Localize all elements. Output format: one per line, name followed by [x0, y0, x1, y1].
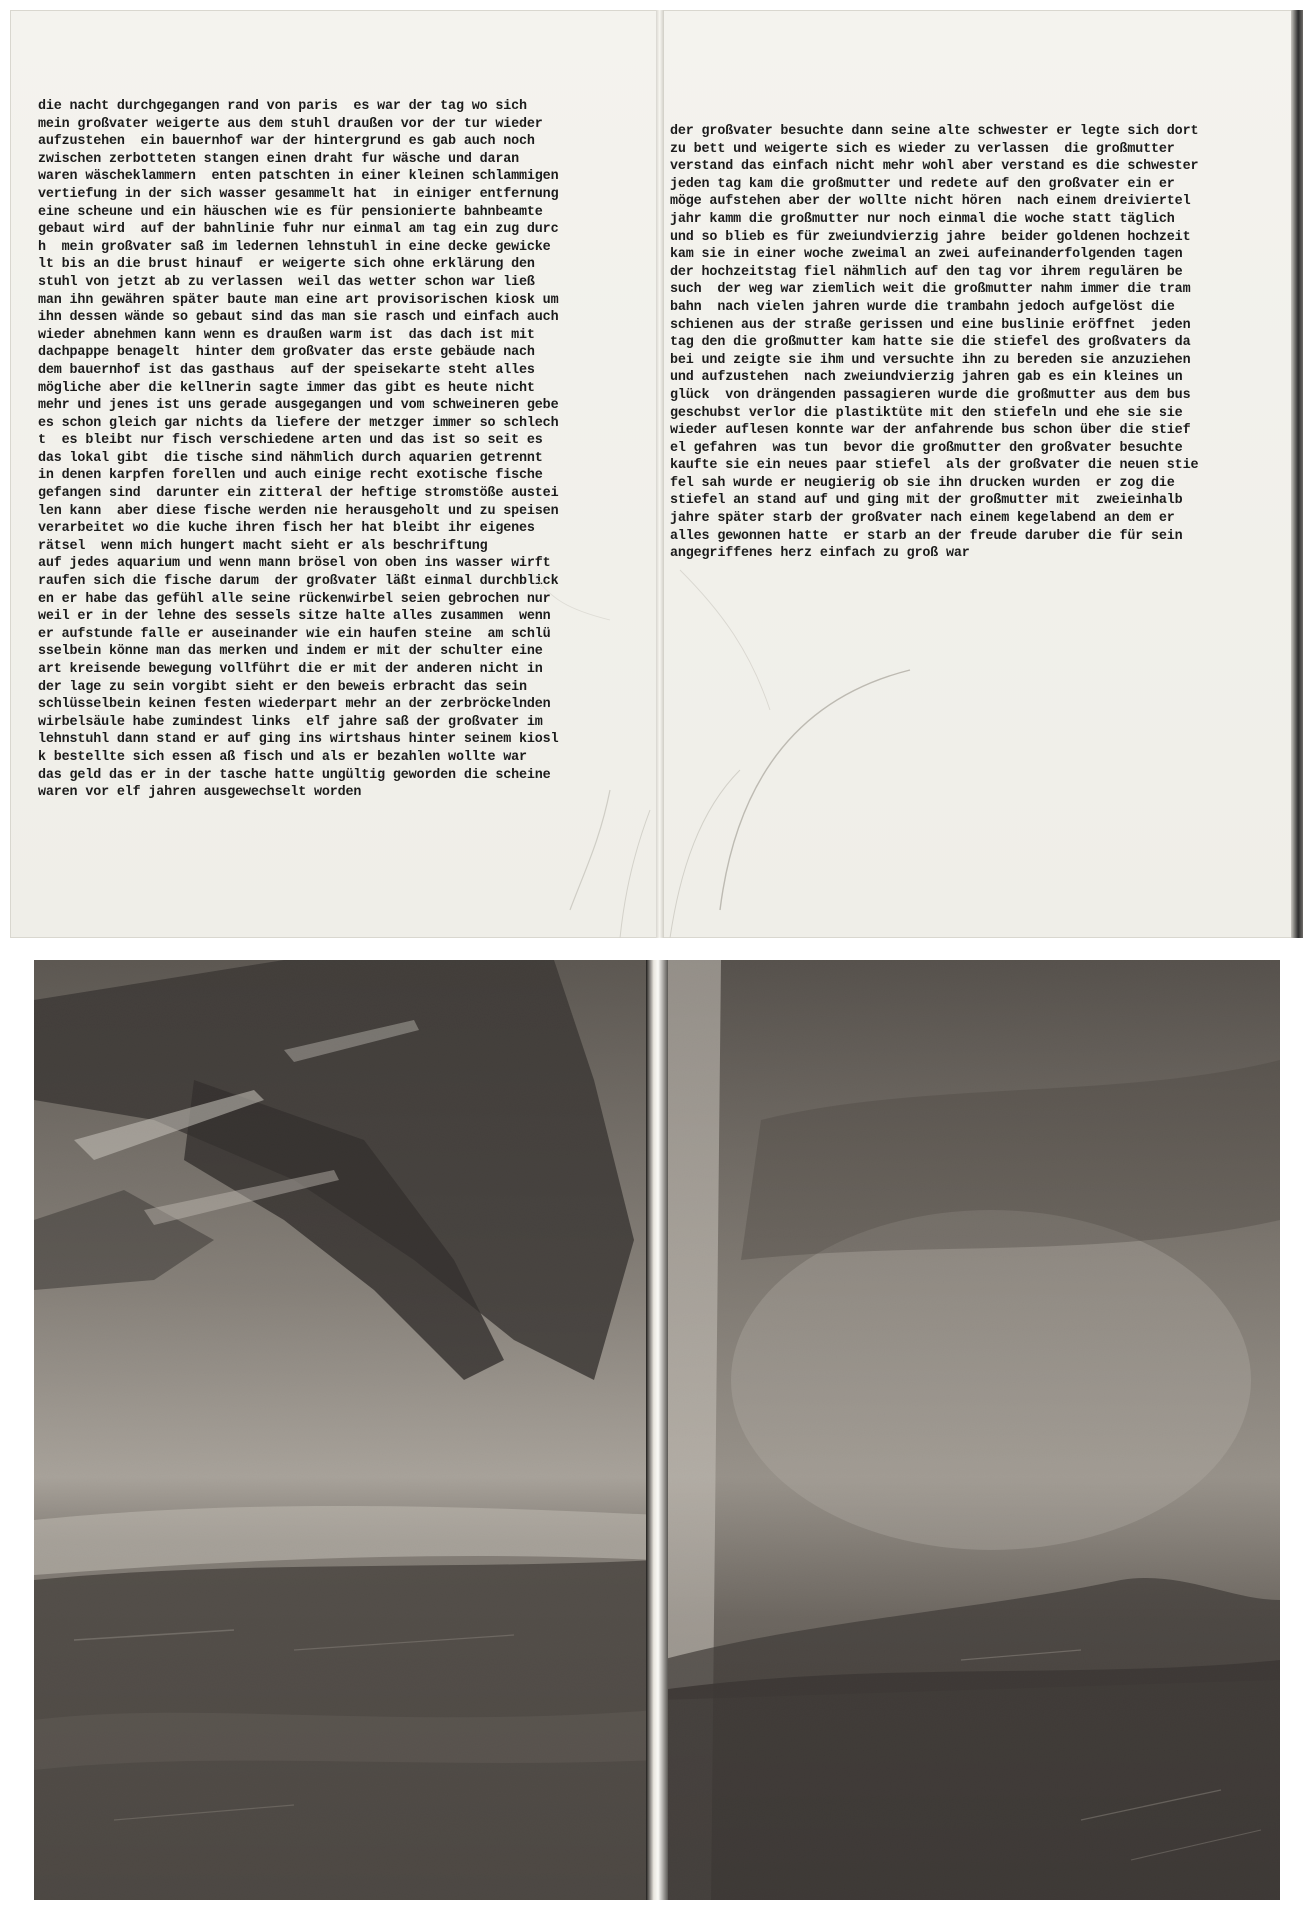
book-spine: [656, 10, 664, 938]
show-through-text-top: [40, 72, 486, 87]
left-page-text: die nacht durchgegangen rand von paris es war der tag wo sich mein großvater weigerte aus dem stuhl draußen vor der tur wieder aufzustehen ein bauernhof war der hintergrund es gab auch noch zwischen zerbotteten stangen einen draht fur wäsche und daran waren wäscheklammern enten patschten in einer kleinen schlammigen vertiefung in der sich wasser gesammelt hat in einiger entfernung eine scheune und ein häuschen wie es für pensionierte bahnbeamte gebaut wird auf der bahnlinie fuhr nur einmal am tag ein zug durc h mein großvater saß im ledernen lehnstuhl in eine decke gewicke lt bis an die brust hinauf er weigerte sich ohne erklärung den stuhl von jetzt ab zu verlassen weil das wetter schon war ließ man ihn gewähren später baute man eine art provisorischen kiosk um ihn dessen wände so gebaut sind das man sie rasch und einfach auch wieder abnehmen kann wenn es draußen warm ist das dach ist mit dachpappe benagelt hinter dem großvater das erste gebäude nach dem bauernhof ist das gasthaus auf der speisekarte steht alles mögliche aber die kellnerin sagte immer das gibt es heute nicht mehr und jenes ist uns gerade ausgegangen und vom schweineren gebe es schon gleich gar nichts da liefere der metzger immer so schlech t es bleibt nur fisch verschiedene arten und das ist so seit es das lokal gibt die tische sind nähmlich durch aquarien getrennt in denen karpfen forellen und auch einige recht exotische fische gefangen sind darunter ein zitteral der heftige stromstöße austei len kann aber diese fische werden nie herausgeholt und zu speisen verarbeitet wo die kuche ihren fisch her hat bleibt ihr eigenes rätsel wenn mich hungert macht sieht er als beschriftung auf jedes aquarium und wenn mann brösel von oben ins wasser wirft raufen sich die fische darum der großvater läßt einmal durchblick en er habe das gefühl alle seine rückenwirbel seien gebrochen nur weil er in der lehne des sessels sitze halte alles zusammen wenn er aufstunde falle er auseinander wie ein haufen steine am schlü sselbein könne man das merken und indem er mit der schulter eine art kreisende bewegung vollführt die er mit der anderen nicht in der lage zu sein vorgibt sieht er den beweis erbracht das sein schlüsselbein keinen festen wiederpart mehr an der zerbröckelnden wirbelsäule habe zumindest links elf jahre saß der großvater im lehnstuhl dann stand er auf ging ins wirtshaus hinter seinem kiosl k bestellte sich essen aß fisch und als er bezahlen wollte war das geld das er in der tasche hatte ungültig geworden die scheine waren vor elf jahren ausgewechselt worden: [38, 99, 559, 801]
right-text-page: [660, 10, 1303, 938]
left-text-page: [10, 10, 660, 938]
ink-landscape-left: [34, 960, 657, 1900]
page-edge: [1291, 10, 1303, 938]
ink-print-spread: [34, 960, 1280, 1900]
typewritten-spread: [10, 10, 1303, 938]
right-page-text: der großvater besuchte dann seine alte schwester er legte sich dort zu bett und weigerte sich es wieder zu verlassen die großmutter verstand das einfach nicht mehr wohl aber verstand es die schwester jeden tag kam die großmutter und redete auf den großvater ein er möge aufstehen aber der wollte nicht hören nach einem dreiviertel jahr kamm die großmutter nur noch einmal die woche statt täglich und so blieb es für zweiundvierzig jahre beider goldenen hochzeit kam sie in einer woche zweimal an zwei aufeinanderfolgenden tagen der hochzeitstag fiel nähmlich auf den tag vor ihrem regulären be such der weg war ziemlich weit die großmutter nahm immer die tram bahn nach vielen jahren wurde die trambahn jedoch aufgelöst die schienen aus der straße gerissen und eine buslinie eröffnet jeden tag den die großmutter kam hatte sie die stiefel des großvaters da bei und zeigte sie ihm und versuchte ihn zu bereden sie anzuziehen und aufzustehen nach zweiundvierzig jahren gab es ein kleines un glück von drängenden passagieren wurde die großmutter aus dem bus geschubst verlor die plastiktüte mit den stiefeln und ehe sie sie wieder auflesen konnte war der anfahrende bus schon über die stief el gefahren was tun bevor die großmutter den großvater besuchte kaufte sie ein neues paar stiefel als der großvater die neuen stie fel sah wurde er neugierig ob sie ihn drucken wurden er zog die stiefel an stand auf und ging mit der großmutter mit zweieinhalb jahre später starb der großvater nach einem kegelabend an dem er alles gewonnen hatte er starb an der freude daruber die für sein angegriffenes herz einfach zu groß war: [670, 124, 1199, 562]
right-ink-print: [661, 960, 1280, 1900]
book-spine: [646, 960, 668, 1900]
left-ink-print: [34, 960, 657, 1900]
ink-landscape-right: [661, 960, 1280, 1900]
